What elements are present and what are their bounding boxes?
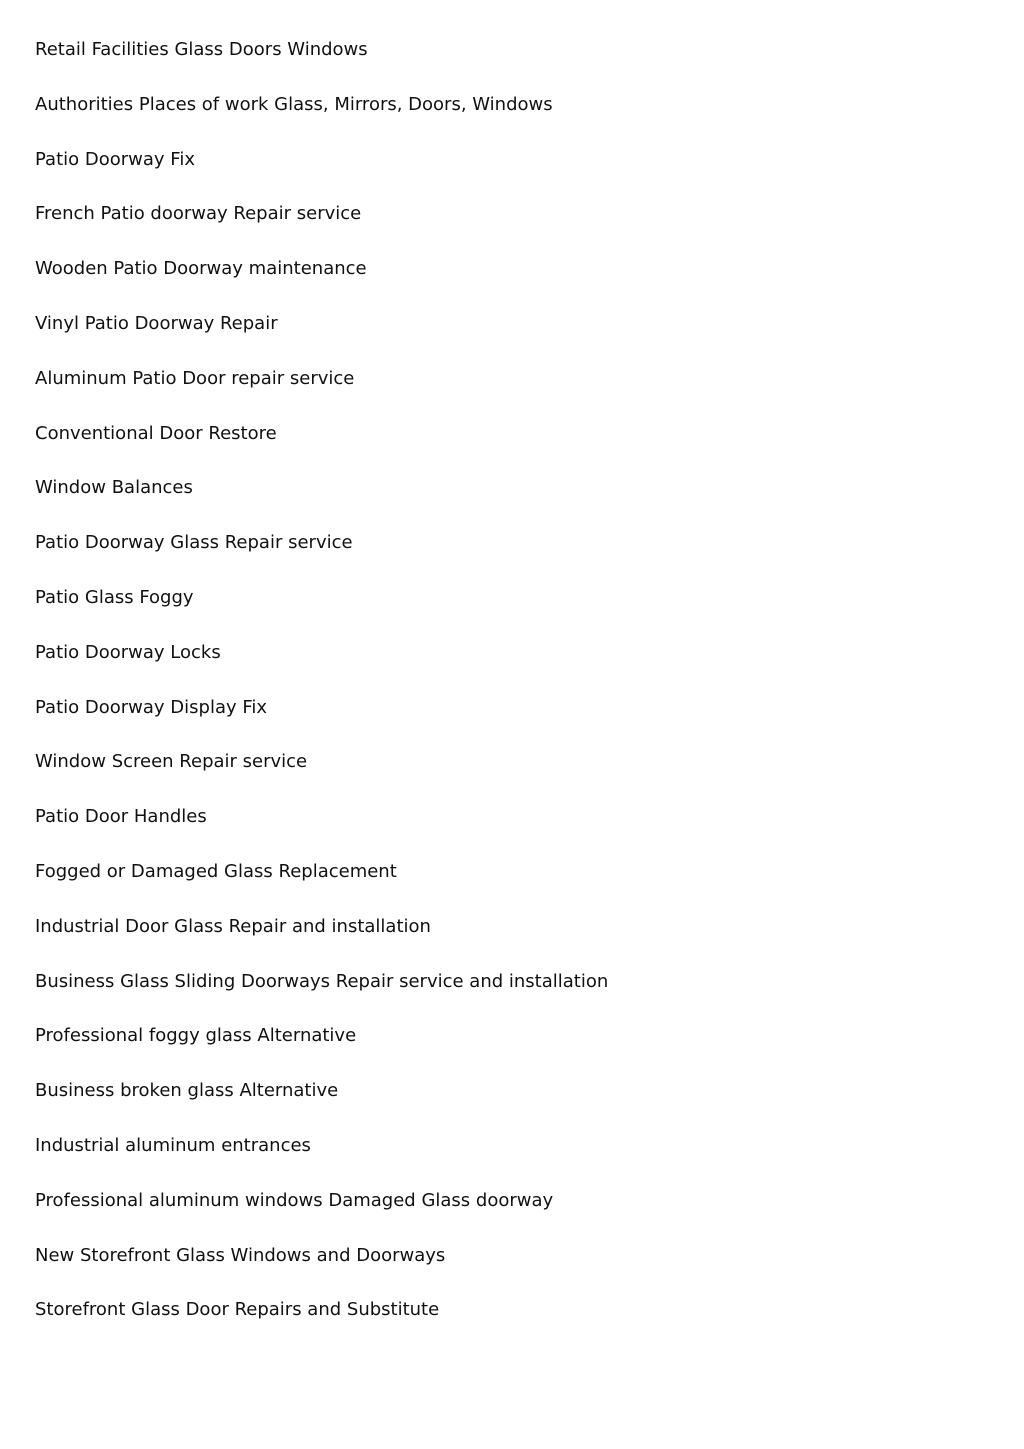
list-item: Fogged or Damaged Glass Replacement — [35, 860, 397, 882]
list-item: Window Balances — [35, 477, 193, 499]
list-item: Patio Door Handles — [35, 806, 207, 828]
list-item: Retail Facilities Glass Doors Windows — [35, 39, 368, 60]
list-item: Patio Doorway Locks — [35, 641, 221, 663]
list-item: Patio Glass Foggy — [35, 586, 194, 608]
list-item: Authorities Places of work Glass, Mirrors, Doors, Windows — [35, 93, 553, 115]
list-item: Business broken glass Alternative — [35, 1080, 339, 1102]
list-item: Business Glass Sliding Doorways Repair service and installation — [35, 970, 609, 992]
list-item: Storefront Glass Door Repairs and Substitute — [35, 1299, 440, 1321]
list-item: New Storefront Glass Windows and Doorways — [35, 1244, 446, 1266]
list-item: Industrial aluminum entrances — [35, 1134, 311, 1156]
list-item: Aluminum Patio Door repair service — [35, 367, 355, 389]
list-item: Conventional Door Restore — [35, 422, 277, 444]
list-item: Wooden Patio Doorway maintenance — [35, 258, 367, 280]
list-item: Vinyl Patio Doorway Repair — [35, 312, 278, 334]
list-item: French Patio doorway Repair service — [35, 203, 362, 225]
list-item: Patio Doorway Fix — [35, 148, 195, 170]
list-item: Window Screen Repair service — [35, 751, 308, 773]
list-item: Patio Doorway Display Fix — [35, 696, 268, 718]
list-item: Industrial Door Glass Repair and installation — [35, 915, 431, 937]
list-item: Professional aluminum windows Damaged Glass doorway — [35, 1189, 554, 1211]
service-list — [35, 36, 608, 1351]
list-item: Professional foggy glass Alternative — [35, 1025, 357, 1047]
list-item: Patio Doorway Glass Repair service — [35, 532, 353, 554]
